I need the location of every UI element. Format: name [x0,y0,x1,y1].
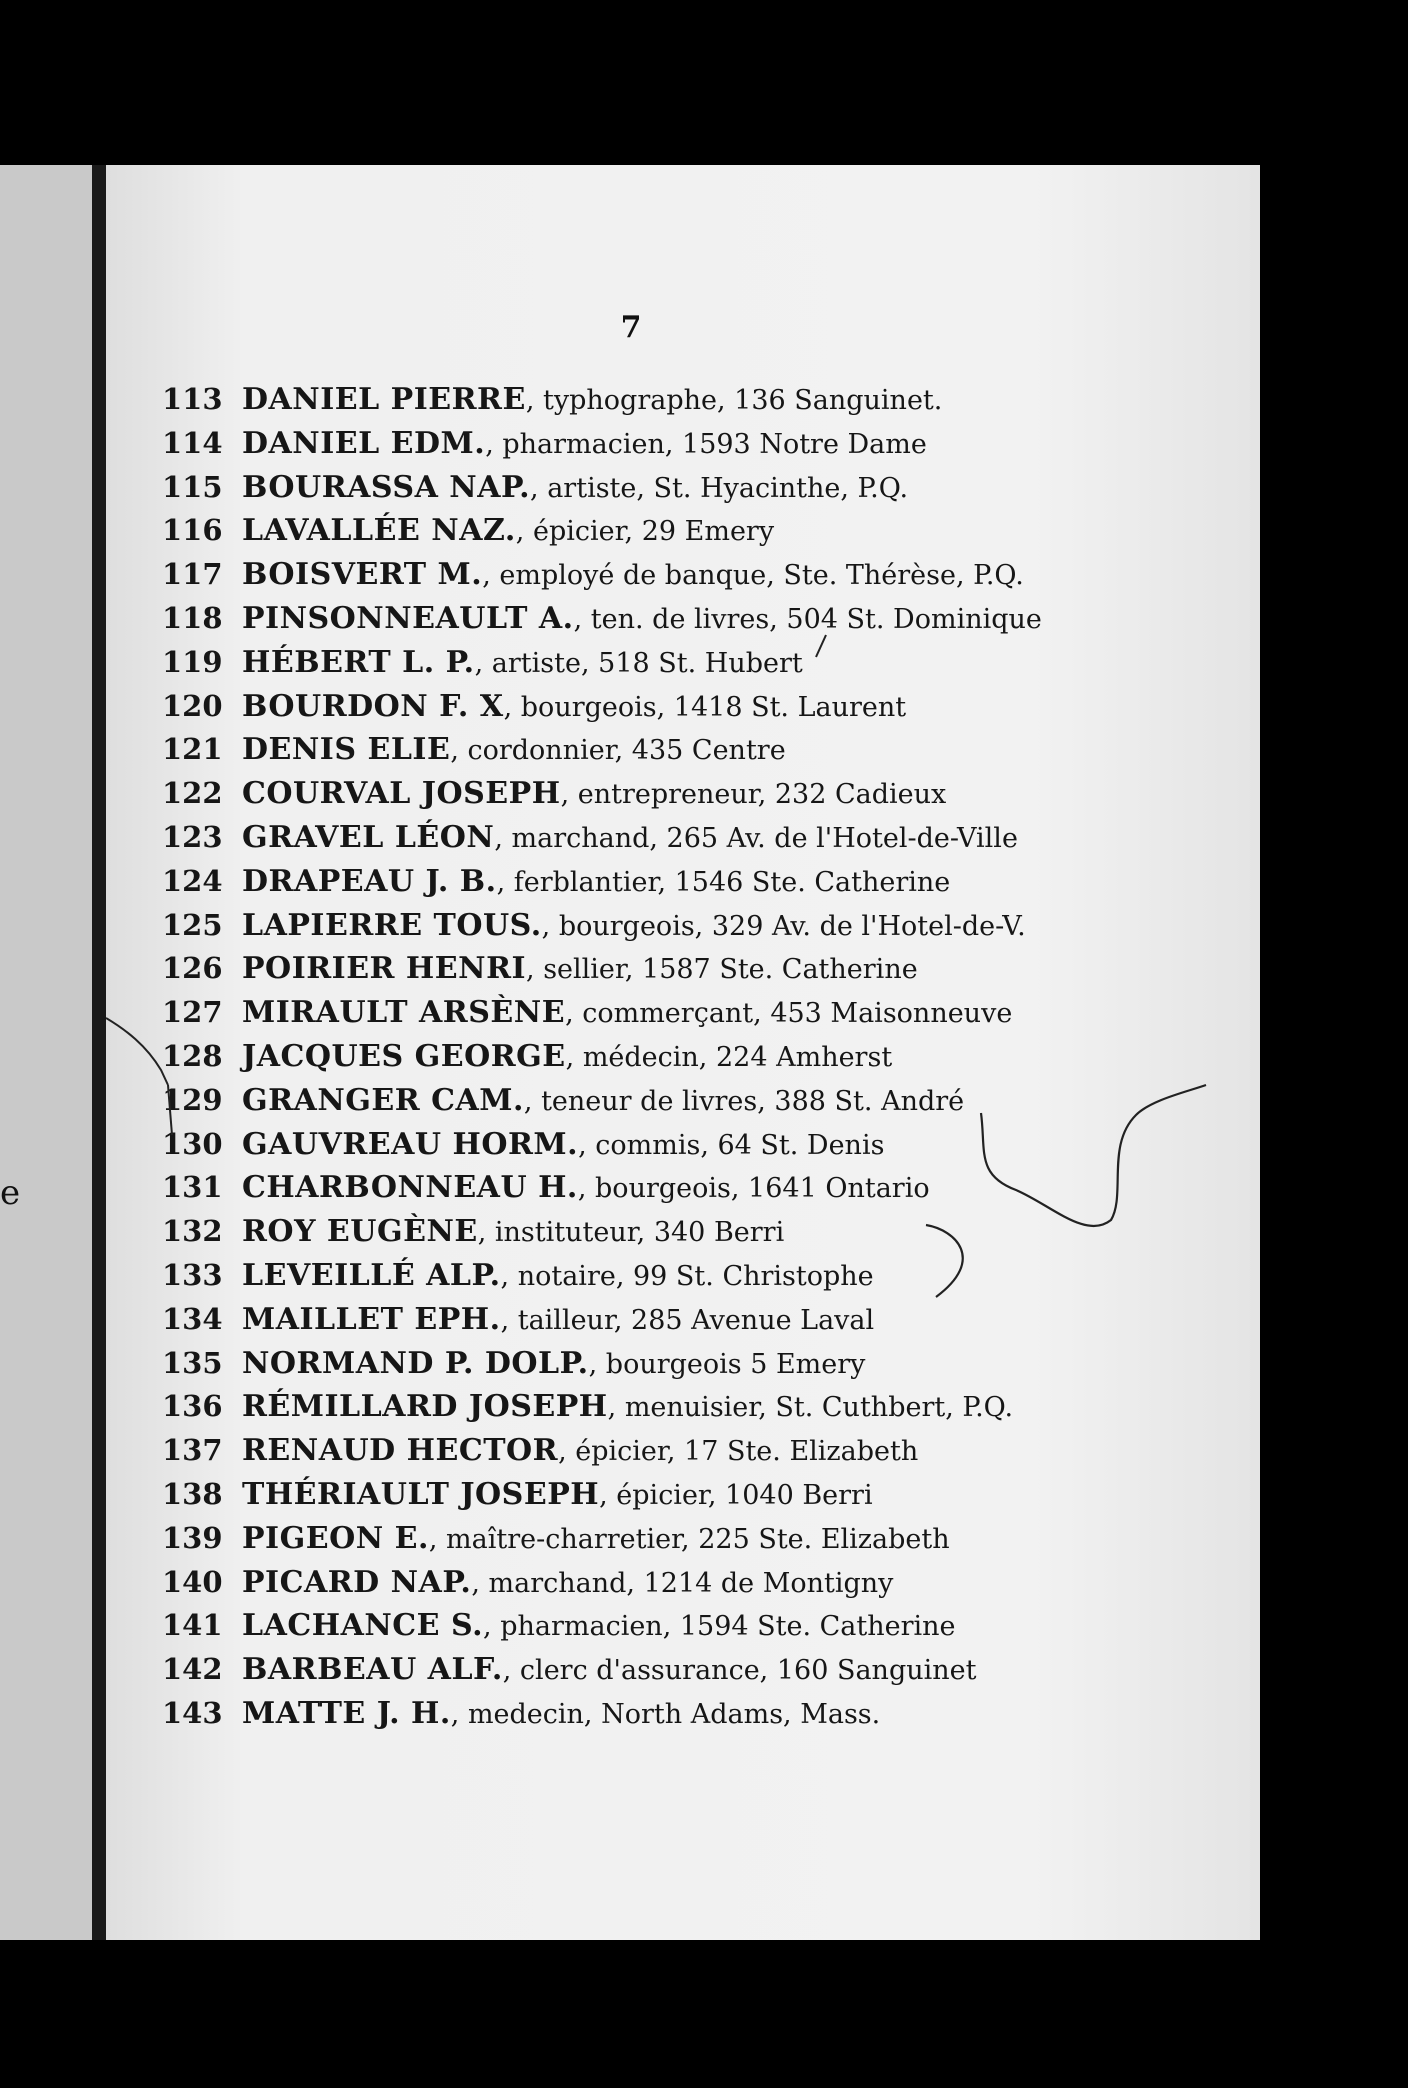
entry-details: , bourgeois 5 Emery [588,1348,866,1380]
list-item [162,1210,1202,1254]
entry-number: 133 [162,1257,223,1292]
list-item [162,378,1202,422]
entry-details: , maître-charretier, 225 Ste. Elizabeth [428,1523,950,1555]
list-item [162,1123,1202,1167]
entry-name: BOISVERT M. [242,557,483,593]
list-item [162,1648,1202,1692]
entry-details: , marchand, 1214 de Montigny [471,1567,894,1599]
entry-number: 140 [162,1564,223,1599]
entry-name: HÉBERT L. P. [242,644,475,680]
entry-name: PICARD NAP. [242,1564,472,1600]
entry-number: 130 [162,1126,223,1161]
entry-details: , tailleur, 285 Avenue Laval [500,1304,875,1336]
entry-details: , ferblantier, 1546 Ste. Catherine [496,866,951,898]
entry-name: LEVEILLÉ ALP. [242,1257,501,1293]
entry-number: 134 [162,1301,223,1336]
list-item [162,860,1202,904]
entry-number: 124 [162,863,223,898]
list-item [162,1254,1202,1298]
entry-name: LAVALLÉE NAZ. [242,513,516,549]
entry-number: 137 [162,1433,223,1468]
entry-details: , sellier, 1587 Ste. Catherine [526,954,918,986]
list-item [162,1079,1202,1123]
entry-number: 122 [162,776,223,811]
entry-name: BOURASSA NAP. [242,469,531,505]
entry-details: , notaire, 99 St. Christophe [500,1260,874,1292]
entry-name: PINSONNEAULT A. [242,600,574,636]
entry-details: , pharmacien, 1593 Notre Dame [485,428,927,460]
entry-details: , employé de banque, Ste. Thérèse, P.Q. [482,560,1024,592]
entry-name: POIRIER HENRI [242,951,527,987]
list-item [162,1429,1202,1473]
entry-name: GRANGER CAM. [242,1082,524,1118]
list-item [162,685,1202,729]
list-item [162,1166,1202,1210]
list-item [162,1473,1202,1517]
entry-number: 121 [162,732,223,767]
entry-details: , épicier, 1040 Berri [599,1479,873,1511]
entry-name: MATTE J. H. [242,1695,451,1731]
entry-number: 142 [162,1652,223,1687]
list-item [162,1604,1202,1648]
entry-number: 131 [162,1170,223,1205]
page-number: 7 [620,310,642,345]
entry-name: MAILLET EPH. [242,1301,501,1337]
entry-details: , commerçant, 453 Maisonneuve [565,998,1013,1030]
entry-number: 132 [162,1214,223,1249]
entry-name: DANIEL EDM. [242,425,486,461]
entry-name: PIGEON E. [242,1520,429,1556]
entry-number: 129 [162,1082,223,1117]
list-item [162,422,1202,466]
entry-number: 135 [162,1345,223,1380]
entry-number: 116 [162,513,223,548]
entry-details: , ten. de livres, 504 St. Dominique [573,603,1042,635]
list-item [162,772,1202,816]
list-item [162,509,1202,553]
entry-name: DRAPEAU J. B. [242,863,497,899]
entry-number: 141 [162,1608,223,1643]
entry-name: JACQUES GEORGE [242,1038,566,1074]
entry-number: 117 [162,557,223,592]
left-page-letter: e [0,1173,21,1213]
entry-number: 138 [162,1476,223,1511]
entry-details: , teneur de livres, 388 St. André [523,1085,965,1117]
entry-number: 136 [162,1389,223,1424]
entry-name: DANIEL PIERRE [242,382,526,417]
entry-details: , médecin, 224 Amherst [565,1041,893,1073]
entry-number: 139 [162,1520,223,1555]
entry-details: , commis, 64 St. Denis [578,1129,885,1161]
entry-details: , clerc d'assurance, 160 Sanguinet [502,1655,977,1687]
entry-name: COURVAL JOSEPH [242,776,561,812]
list-item [162,1298,1202,1342]
entry-details: , marchand, 265 Av. de l'Hotel-de-Ville [494,822,1018,854]
entry-name: GRAVEL LÉON [242,819,495,855]
entry-number: 143 [162,1695,223,1730]
list-item [162,904,1202,948]
list-item [162,1561,1202,1605]
entry-details: , instituteur, 340 Berri [477,1217,785,1249]
entry-number: 126 [162,951,223,986]
entry-name: LAPIERRE TOUS. [242,907,542,943]
document-page [106,165,1260,1940]
list-item [162,728,1202,772]
list-item [162,641,1202,685]
list-item [162,991,1202,1035]
entry-number: 119 [162,644,223,679]
entry-details: , typhographe, 136 Sanguinet. [525,385,943,416]
list-item [162,466,1202,510]
entry-number: 114 [162,425,223,460]
entry-name: BARBEAU ALF. [242,1652,503,1688]
pencil-stroke-127 [106,1018,168,1085]
entry-name: GAUVREAU HORM. [242,1126,579,1162]
entry-number: 113 [162,382,223,416]
entry-name: CHARBONNEAU H. [242,1170,578,1206]
entry-details: , artiste, St. Hyacinthe, P.Q. [530,472,909,504]
entry-number: 115 [162,469,223,504]
entry-name: THÉRIAULT JOSEPH [242,1476,600,1512]
list-item [162,816,1202,860]
entry-name: DENIS ELIE [242,732,451,768]
entry-details: , bourgeois, 329 Av. de l'Hotel-de-V. [541,910,1026,942]
member-list [162,378,1202,1736]
entry-number: 118 [162,600,223,635]
entry-details: , artiste, 518 St. Hubert [474,647,803,679]
entry-number: 123 [162,819,223,854]
list-item [162,947,1202,991]
entry-number: 128 [162,1038,223,1073]
entry-name: RÉMILLARD JOSEPH [242,1389,608,1425]
entry-number: 127 [162,995,223,1030]
list-item [162,553,1202,597]
list-item [162,1342,1202,1386]
left-page-edge [0,165,92,1940]
entry-details: , épicier, 17 Ste. Elizabeth [558,1436,919,1468]
entry-details: , bourgeois, 1418 St. Laurent [503,691,907,723]
entry-name: BOURDON F. X [242,688,504,724]
entry-number: 125 [162,907,223,942]
entry-name: RENAUD HECTOR [242,1433,559,1469]
list-item [162,597,1202,641]
book-spine [92,165,106,1940]
entry-details: , pharmacien, 1594 Ste. Catherine [483,1611,956,1643]
entry-number: 120 [162,688,223,723]
list-item [162,1385,1202,1429]
entry-details: , épicier, 29 Emery [515,516,775,548]
entry-details: , bourgeois, 1641 Ontario [577,1173,930,1205]
entry-details: , cordonnier, 435 Centre [450,735,786,767]
list-item [162,1692,1202,1736]
list-item [162,1517,1202,1561]
entry-details: , medecin, North Adams, Mass. [450,1698,881,1730]
entry-name: NORMAND P. DOLP. [242,1345,589,1381]
list-item [162,1035,1202,1079]
entry-name: LACHANCE S. [242,1608,484,1644]
entry-details: , entrepreneur, 232 Cadieux [560,779,947,811]
entry-name: MIRAULT ARSÈNE [242,995,566,1031]
entry-name: ROY EUGÈNE [242,1214,478,1250]
entry-details: , menuisier, St. Cuthbert, P.Q. [607,1392,1014,1424]
